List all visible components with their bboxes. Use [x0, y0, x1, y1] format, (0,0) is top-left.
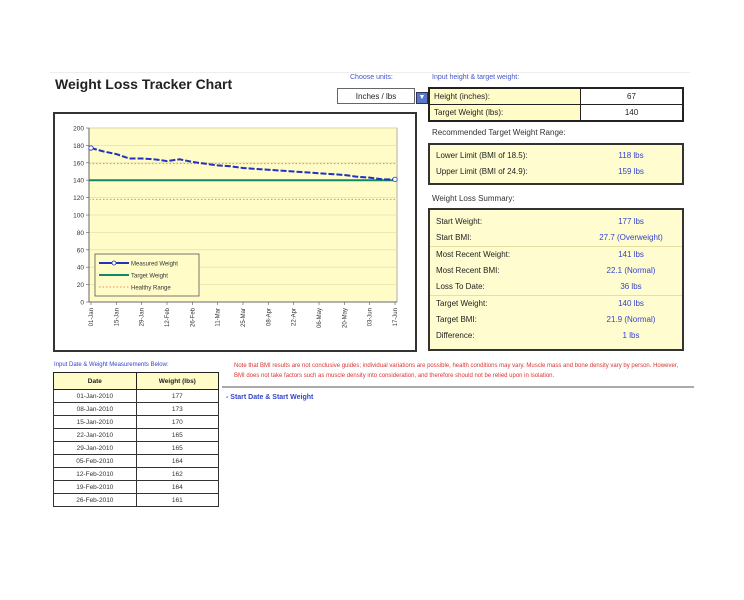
summary-label: Target Weight:: [436, 299, 488, 308]
bmi-disclaimer: [234, 361, 694, 381]
legend-marker: [112, 261, 116, 265]
x-tick-label: 06-May: [317, 308, 323, 329]
weight-cell[interactable]: 177: [136, 390, 218, 403]
weight-cell[interactable]: 173: [136, 403, 218, 416]
target-weight-input[interactable]: 140: [581, 105, 684, 122]
recommended-range-box: [428, 143, 684, 185]
table-row: [54, 429, 219, 442]
table-row: [54, 455, 219, 468]
column-header-weight: Weight (lbs): [136, 373, 218, 390]
summary-label: Target BMI:: [436, 315, 477, 324]
lower-limit-row: [430, 148, 682, 164]
date-cell[interactable]: 22-Jan-2010: [54, 429, 137, 442]
table-row: [54, 416, 219, 429]
input-dates-note: Input Date & Weight Measurements Below:: [54, 362, 169, 368]
summary-label: Loss To Date:: [436, 282, 485, 291]
summary-value: 141 lbs: [618, 250, 644, 259]
summary-row: [430, 214, 682, 230]
date-cell[interactable]: 15-Jan-2010: [54, 416, 137, 429]
weight-cell[interactable]: 162: [136, 468, 218, 481]
y-tick-label: 20: [76, 282, 84, 290]
summary-row: [430, 230, 682, 246]
date-cell[interactable]: 08-Jan-2010: [54, 403, 137, 416]
summary-label: Most Recent BMI:: [436, 266, 500, 275]
summary-heading: Weight Loss Summary:: [432, 194, 515, 203]
legend-target-weight: Target Weight: [131, 273, 168, 280]
date-cell[interactable]: 19-Feb-2010: [54, 481, 137, 494]
summary-row: [430, 263, 682, 279]
date-cell[interactable]: 05-Feb-2010: [54, 455, 137, 468]
measured-weight-point: [89, 146, 93, 150]
weight-chart: [55, 114, 415, 350]
summary-row: [430, 246, 682, 263]
summary-value: 36 lbs: [620, 282, 642, 291]
summary-value: 177 lbs: [618, 217, 644, 226]
summary-row: [430, 312, 682, 328]
summary-value: 140 lbs: [618, 299, 644, 308]
measured-weight-point: [393, 177, 397, 181]
y-tick-label: 180: [73, 142, 84, 150]
y-tick-label: 140: [73, 177, 84, 185]
upper-limit-row: [430, 164, 682, 180]
legend-healthy-range: Healthy Range: [131, 285, 171, 292]
summary-label: Start Weight:: [436, 217, 483, 226]
height-label: Height (inches):: [429, 88, 581, 105]
input-height-label: Input height & target weight:: [432, 74, 520, 81]
x-tick-label: 25-Mar: [241, 308, 247, 328]
x-tick-label: 29-Jan: [139, 308, 146, 327]
summary-label: Start BMI:: [436, 233, 472, 242]
legend-measured-weight: Measured Weight: [131, 261, 178, 268]
x-tick-label: 08-Apr: [266, 308, 273, 327]
section-divider: [222, 386, 694, 388]
x-tick-label: 22-Apr: [291, 308, 298, 327]
y-tick-label: 120: [73, 195, 84, 203]
date-cell[interactable]: 12-Feb-2010: [54, 468, 137, 481]
table-row: [54, 494, 219, 507]
x-tick-label: 17-Jun: [393, 308, 399, 327]
table-row: [54, 403, 219, 416]
x-tick-label: 20-May: [342, 308, 349, 329]
summary-row: [430, 328, 682, 344]
height-input[interactable]: 67: [581, 88, 684, 105]
weight-cell[interactable]: 164: [136, 455, 218, 468]
weight-cell[interactable]: 161: [136, 494, 218, 507]
bmi-disclaimer-line2: BMI does not take factors such as muscle density into consideration, and therefore should not be relied upon in isolation.: [234, 373, 555, 379]
y-tick-label: 60: [76, 247, 84, 255]
x-tick-label: 12-Feb: [165, 308, 171, 328]
legend: [95, 254, 199, 296]
date-cell[interactable]: 29-Jan-2010: [54, 442, 137, 455]
x-tick-label: 11-Mar: [215, 308, 222, 327]
weight-cell[interactable]: 165: [136, 429, 218, 442]
summary-row: [430, 295, 682, 312]
summary-label: Most Recent Weight:: [436, 250, 511, 259]
summary-value: 1 lbs: [622, 331, 640, 340]
weight-cell[interactable]: 170: [136, 416, 218, 429]
date-cell[interactable]: 01-Jan-2010: [54, 390, 137, 403]
lower-limit-value: 118 lbs: [618, 151, 644, 160]
recommended-heading: Recommended Target Weight Range:: [432, 128, 566, 137]
y-tick-label: 160: [73, 160, 84, 168]
upper-limit-label: Upper Limit (BMI of 24.9):: [436, 167, 528, 176]
table-row: [54, 468, 219, 481]
units-dropdown[interactable]: Inches / lbs: [337, 88, 415, 104]
summary-value: 27.7 (Overweight): [599, 233, 663, 242]
bmi-disclaimer-line1: Note that BMI results are not conclusive guides; individual variations are possible, health conditions may vary. Muscle mass and bone density vary by person. However,: [234, 363, 679, 369]
start-date-note: - Start Date & Start Weight: [226, 394, 314, 401]
measurements-table: [53, 372, 219, 507]
x-tick-label: 01-Jan: [89, 308, 95, 327]
page-title: Weight Loss Tracker Chart: [55, 76, 233, 92]
x-tick-label: 03-Jun: [367, 308, 374, 327]
date-cell[interactable]: 26-Feb-2010: [54, 494, 137, 507]
upper-limit-value: 159 lbs: [618, 167, 644, 176]
summary-value: 22.1 (Normal): [606, 266, 656, 275]
table-row: [54, 442, 219, 455]
target-weight-label: Target Weight (lbs):: [429, 105, 581, 122]
y-tick-label: 0: [80, 299, 84, 307]
y-tick-label: 100: [73, 212, 84, 220]
table-row: [54, 390, 219, 403]
summary-value: 21.9 (Normal): [606, 315, 656, 324]
height-row: [429, 88, 683, 105]
column-header-date: Date: [54, 373, 137, 390]
summary-label: Difference:: [436, 331, 475, 340]
y-tick-label: 80: [76, 229, 84, 237]
summary-row: [430, 279, 682, 295]
y-tick-label: 40: [76, 264, 84, 272]
height-target-table: [428, 87, 684, 122]
x-tick-label: 15-Jan: [114, 308, 121, 327]
weight-cell[interactable]: 165: [136, 442, 218, 455]
weight-cell[interactable]: 164: [136, 481, 218, 494]
chart-frame: [53, 112, 417, 352]
summary-box: [428, 208, 684, 351]
target-weight-row: [429, 105, 683, 122]
x-tick-label: 26-Feb: [190, 308, 197, 328]
dropdown-arrow-icon[interactable]: ▼: [416, 92, 428, 104]
y-tick-label: 200: [73, 125, 84, 133]
lower-limit-label: Lower Limit (BMI of 18.5):: [436, 151, 528, 160]
top-rule: [50, 72, 690, 73]
table-row: [54, 481, 219, 494]
choose-units-label: Choose units:: [350, 74, 393, 81]
